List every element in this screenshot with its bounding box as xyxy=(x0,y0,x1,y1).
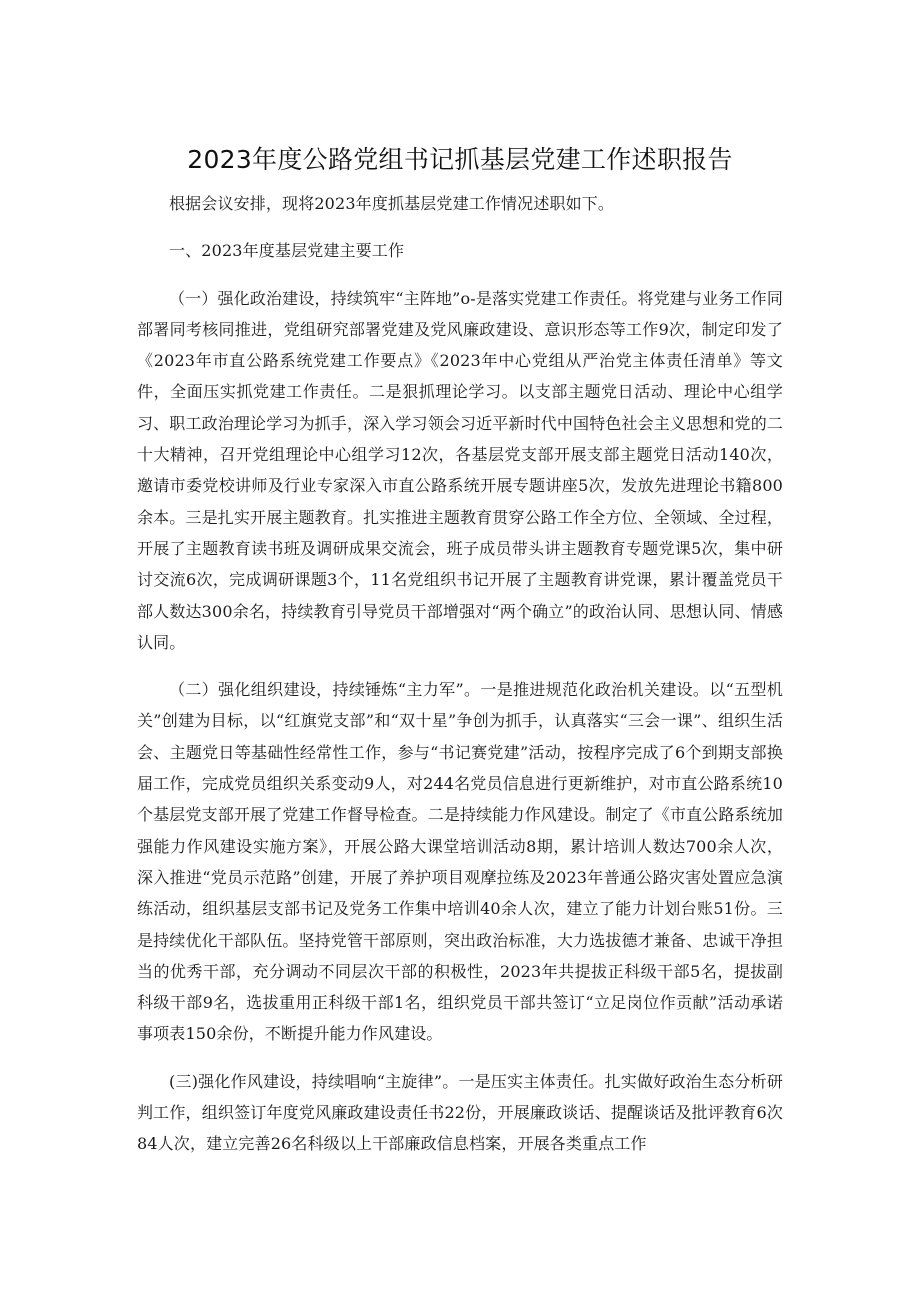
paragraph-gap xyxy=(137,658,783,674)
paragraph-gap xyxy=(137,1050,783,1066)
body-paragraph-1: （一）强化政治建设，持续筑牢“主阵地”o-是落实党建工作责任。将党建与业务工作同部署同考核同推进，党组研究部署党建及党风廉政建设、意识形态等工作9次，制定印发了《2023年市直公路系统党建工作要点》《2023年中心党组从严治党主体责任清单》等文件，全面压实抓党建工作责任。二是狠抓理论学习。以支部主题党日活动、理论中心组学习、职工政治理论学习为抓手，深入学习领会习近平新时代中国特色社会主义思想和党的二十大精神，召开党组理论中心组学习12次，各基层党支部开展支部主题党日活动140次，邀请市委党校讲师及行业专家深入市直公路系统开展专题讲座5次，发放先进理论书籍800余本。三是扎实开展主题教育。扎实推进主题教育贯穿公路工作全方位、全领域、全过程，开展了主题教育读书班及调研成果交流会，班子成员带头讲主题教育专题党课5次，集中研讨交流6次，完成调研课题3个，11名党组织书记开展了主题教育讲党课，累计覆盖党员干部人数达300余名，持续教育引导党员干部增强对“两个确立”的政治认同、思想认同、情感认同。 xyxy=(137,288,784,652)
intro-paragraph: 根据会议安排，现将2023年度抓基层党建工作情况述职如下。 xyxy=(169,194,615,213)
body-paragraph-3: (三)强化作风建设，持续唱响“主旋律”。一是压实主体责任。扎实做好政治生态分析研判工作，组织签订年度党风廉政建设责任书22份，开展廉政谈话、提醒谈话及批评教育6次84人次，建立完善26名科级以上干部廉政信息档案，开展各类重点工作 xyxy=(137,1071,783,1154)
body-paragraph-2: （二）强化组织建设，持续锤炼“主力军”。一是推进规范化政治机关建设。以“五型机关”创建为目标，以“红旗党支部”和“双十星”争创为抓手，认真落实“三会一课”、组织生活会、主题党日等基础性经常性工作，参与“书记赛党建”活动，按程序完成了6个到期支部换届工作，完成党员组织关系变动9人，对244名党员信息进行更新维护，对市直公路系统10个基层党支部开展了党建工作督导检查。二是持续能力作风建设。制定了《市直公路系统加强能力作风建设实施方案》，开展公路大课堂培训活动8期，累计培训人数达700余人次，深入推进“党员示范路”创建，开展了养护项目观摩拉练及2023年普通公路灾害处置应急演练活动，组织基层支部书记及党务工作集中培训40余人次，建立了能力计划台账51份。三是持续优化干部队伍。坚持党管干部原则，突出政治标准，大力选拔德才兼备、忠诚干净担当的优秀干部，充分调动不同层次干部的积极性，2023年共提拔正科级干部5名，提拔副科级干部9名，选拔重用正科级干部1名，组织党员干部共签订“立足岗位作贡献”活动承诺事项表150余份，不断提升能力作风建设。 xyxy=(137,680,784,1044)
document-title: 2023年度公路党组书记抓基层党建工作述职报告 xyxy=(187,145,733,174)
document-body xyxy=(137,188,783,1160)
section-heading: 一、2023年度基层党建主要工作 xyxy=(169,241,405,261)
paragraph-gap xyxy=(137,219,783,235)
paragraph-gap xyxy=(137,267,783,283)
